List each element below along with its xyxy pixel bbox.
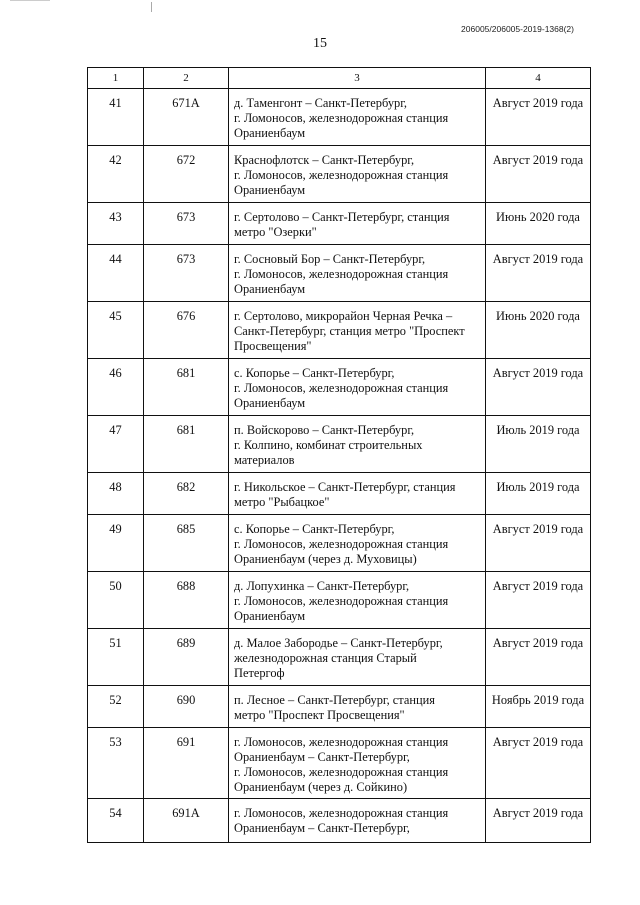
route-description-line: Ораниенбаум bbox=[234, 609, 306, 623]
route-description-line: г. Ломоносов, железнодорожная станция bbox=[234, 806, 449, 820]
start-date-cell: Август 2019 года bbox=[486, 359, 591, 416]
route-description-line: Просвещения" bbox=[234, 339, 312, 353]
route-description-cell bbox=[229, 245, 486, 302]
row-number-cell: 51 bbox=[88, 629, 144, 686]
route-number-cell: 671А bbox=[144, 89, 229, 146]
route-description-line: Петергоф bbox=[234, 666, 285, 680]
table-row bbox=[88, 416, 591, 473]
route-description-cell bbox=[229, 629, 486, 686]
start-date-cell: Август 2019 года bbox=[486, 515, 591, 572]
route-description-line: д. Малое Забородье – Санкт-Петербург, bbox=[234, 636, 443, 650]
start-date-cell: Июль 2019 года bbox=[486, 473, 591, 515]
column-header: 2 bbox=[144, 68, 229, 89]
table-row bbox=[88, 245, 591, 302]
scan-artifact-mark bbox=[151, 2, 152, 12]
route-number-cell: 673 bbox=[144, 203, 229, 245]
route-description-line: г. Ломоносов, железнодорожная станция bbox=[234, 111, 449, 125]
route-description-line: железнодорожная станция Старый bbox=[234, 651, 417, 665]
table-row bbox=[88, 572, 591, 629]
table-row bbox=[88, 728, 591, 799]
route-description-cell bbox=[229, 728, 486, 799]
route-number-cell: 673 bbox=[144, 245, 229, 302]
route-description-cell bbox=[229, 473, 486, 515]
route-description-line: с. Копорье – Санкт-Петербург, bbox=[234, 522, 395, 536]
route-description-line: Ораниенбаум – Санкт-Петербург, bbox=[234, 750, 410, 764]
table-row bbox=[88, 302, 591, 359]
start-date-cell: Август 2019 года bbox=[486, 146, 591, 203]
table-row bbox=[88, 146, 591, 203]
route-description-line: Ораниенбаум bbox=[234, 183, 306, 197]
table-header-row bbox=[88, 68, 591, 89]
row-number-cell: 46 bbox=[88, 359, 144, 416]
row-number-cell: 50 bbox=[88, 572, 144, 629]
row-number-cell: 54 bbox=[88, 799, 144, 843]
row-number-cell: 42 bbox=[88, 146, 144, 203]
route-description-cell bbox=[229, 359, 486, 416]
start-date-cell: Июль 2019 года bbox=[486, 416, 591, 473]
route-number-cell: 685 bbox=[144, 515, 229, 572]
document-id: 206005/206005-2019-1368(2) bbox=[461, 24, 574, 34]
route-description-line: г. Колпино, комбинат строительных bbox=[234, 438, 423, 452]
table-row bbox=[88, 203, 591, 245]
column-header: 4 bbox=[486, 68, 591, 89]
route-description-cell bbox=[229, 686, 486, 728]
route-description-line: Ораниенбаум bbox=[234, 282, 306, 296]
route-number-cell: 688 bbox=[144, 572, 229, 629]
route-number-cell: 672 bbox=[144, 146, 229, 203]
start-date-cell: Август 2019 года bbox=[486, 728, 591, 799]
route-description-cell bbox=[229, 572, 486, 629]
route-description-line: метро "Озерки" bbox=[234, 225, 317, 239]
table-row bbox=[88, 799, 591, 843]
row-number-cell: 52 bbox=[88, 686, 144, 728]
route-description-line: Ораниенбаум bbox=[234, 126, 306, 140]
route-description-line: г. Ломоносов, железнодорожная станция bbox=[234, 735, 449, 749]
start-date-cell: Август 2019 года bbox=[486, 629, 591, 686]
route-description-line: г. Ломоносов, железнодорожная станция bbox=[234, 381, 449, 395]
route-number-cell: 690 bbox=[144, 686, 229, 728]
route-description-line: Ораниенбаум (через д. Сойкино) bbox=[234, 780, 408, 794]
route-description-line: г. Сосновый Бор – Санкт-Петербург, bbox=[234, 252, 426, 266]
route-description-line: метро "Проспект Просвещения" bbox=[234, 708, 405, 722]
route-description-cell bbox=[229, 89, 486, 146]
route-description-line: Ораниенбаум – Санкт-Петербург, bbox=[234, 821, 410, 835]
row-number-cell: 48 bbox=[88, 473, 144, 515]
route-description-line: Санкт-Петербург, станция метро "Проспект bbox=[234, 324, 465, 338]
route-description-line: метро "Рыбацкое" bbox=[234, 495, 330, 509]
route-description-line: п. Войскорово – Санкт-Петербург, bbox=[234, 423, 415, 437]
route-description-line: д. Таменгонт – Санкт-Петербург, bbox=[234, 96, 407, 110]
table-row bbox=[88, 515, 591, 572]
route-description-line: Ораниенбаум bbox=[234, 396, 306, 410]
route-number-cell: 682 bbox=[144, 473, 229, 515]
table-row bbox=[88, 686, 591, 728]
route-number-cell: 681 bbox=[144, 416, 229, 473]
scan-artifact-top bbox=[10, 0, 50, 1]
route-description-line: г. Ломоносов, железнодорожная станция bbox=[234, 537, 449, 551]
start-date-cell: Август 2019 года bbox=[486, 572, 591, 629]
route-description-line: Краснофлотск – Санкт-Петербург, bbox=[234, 153, 415, 167]
row-number-cell: 41 bbox=[88, 89, 144, 146]
route-description-cell bbox=[229, 416, 486, 473]
route-description-line: г. Ломоносов, железнодорожная станция bbox=[234, 168, 449, 182]
start-date-cell: Август 2019 года bbox=[486, 89, 591, 146]
route-description-cell bbox=[229, 203, 486, 245]
route-description-line: материалов bbox=[234, 453, 295, 467]
routes-table bbox=[87, 67, 591, 843]
start-date-cell: Июнь 2020 года bbox=[486, 302, 591, 359]
table-row bbox=[88, 359, 591, 416]
start-date-cell: Июнь 2020 года bbox=[486, 203, 591, 245]
start-date-cell: Ноябрь 2019 года bbox=[486, 686, 591, 728]
table-row bbox=[88, 89, 591, 146]
route-description-cell bbox=[229, 515, 486, 572]
route-description-line: г. Ломоносов, железнодорожная станция bbox=[234, 267, 449, 281]
table-row bbox=[88, 629, 591, 686]
route-description-line: г. Ломоносов, железнодорожная станция bbox=[234, 594, 449, 608]
routes-table-body bbox=[88, 68, 591, 843]
route-number-cell: 676 bbox=[144, 302, 229, 359]
route-description-line: п. Лесное – Санкт-Петербург, станция bbox=[234, 693, 435, 707]
column-header: 3 bbox=[229, 68, 486, 89]
route-description-line: Ораниенбаум (через д. Муховицы) bbox=[234, 552, 417, 566]
route-number-cell: 691 bbox=[144, 728, 229, 799]
row-number-cell: 49 bbox=[88, 515, 144, 572]
row-number-cell: 44 bbox=[88, 245, 144, 302]
column-header: 1 bbox=[88, 68, 144, 89]
row-number-cell: 47 bbox=[88, 416, 144, 473]
route-number-cell: 681 bbox=[144, 359, 229, 416]
row-number-cell: 53 bbox=[88, 728, 144, 799]
start-date-cell: Август 2019 года bbox=[486, 245, 591, 302]
route-number-cell: 689 bbox=[144, 629, 229, 686]
table-row bbox=[88, 473, 591, 515]
route-number-cell: 691А bbox=[144, 799, 229, 843]
route-description-line: с. Копорье – Санкт-Петербург, bbox=[234, 366, 395, 380]
row-number-cell: 45 bbox=[88, 302, 144, 359]
route-description-line: д. Лопухинка – Санкт-Петербург, bbox=[234, 579, 410, 593]
route-description-cell bbox=[229, 146, 486, 203]
start-date-cell: Август 2019 года bbox=[486, 799, 591, 843]
route-description-line: г. Ломоносов, железнодорожная станция bbox=[234, 765, 449, 779]
route-description-line: г. Никольское – Санкт-Петербург, станция bbox=[234, 480, 456, 494]
route-description-line: г. Сертолово, микрорайон Черная Речка – bbox=[234, 309, 453, 323]
page-number: 15 bbox=[313, 36, 327, 51]
route-description-line: г. Сертолово – Санкт-Петербург, станция bbox=[234, 210, 450, 224]
row-number-cell: 43 bbox=[88, 203, 144, 245]
route-description-cell bbox=[229, 799, 486, 843]
route-description-cell bbox=[229, 302, 486, 359]
